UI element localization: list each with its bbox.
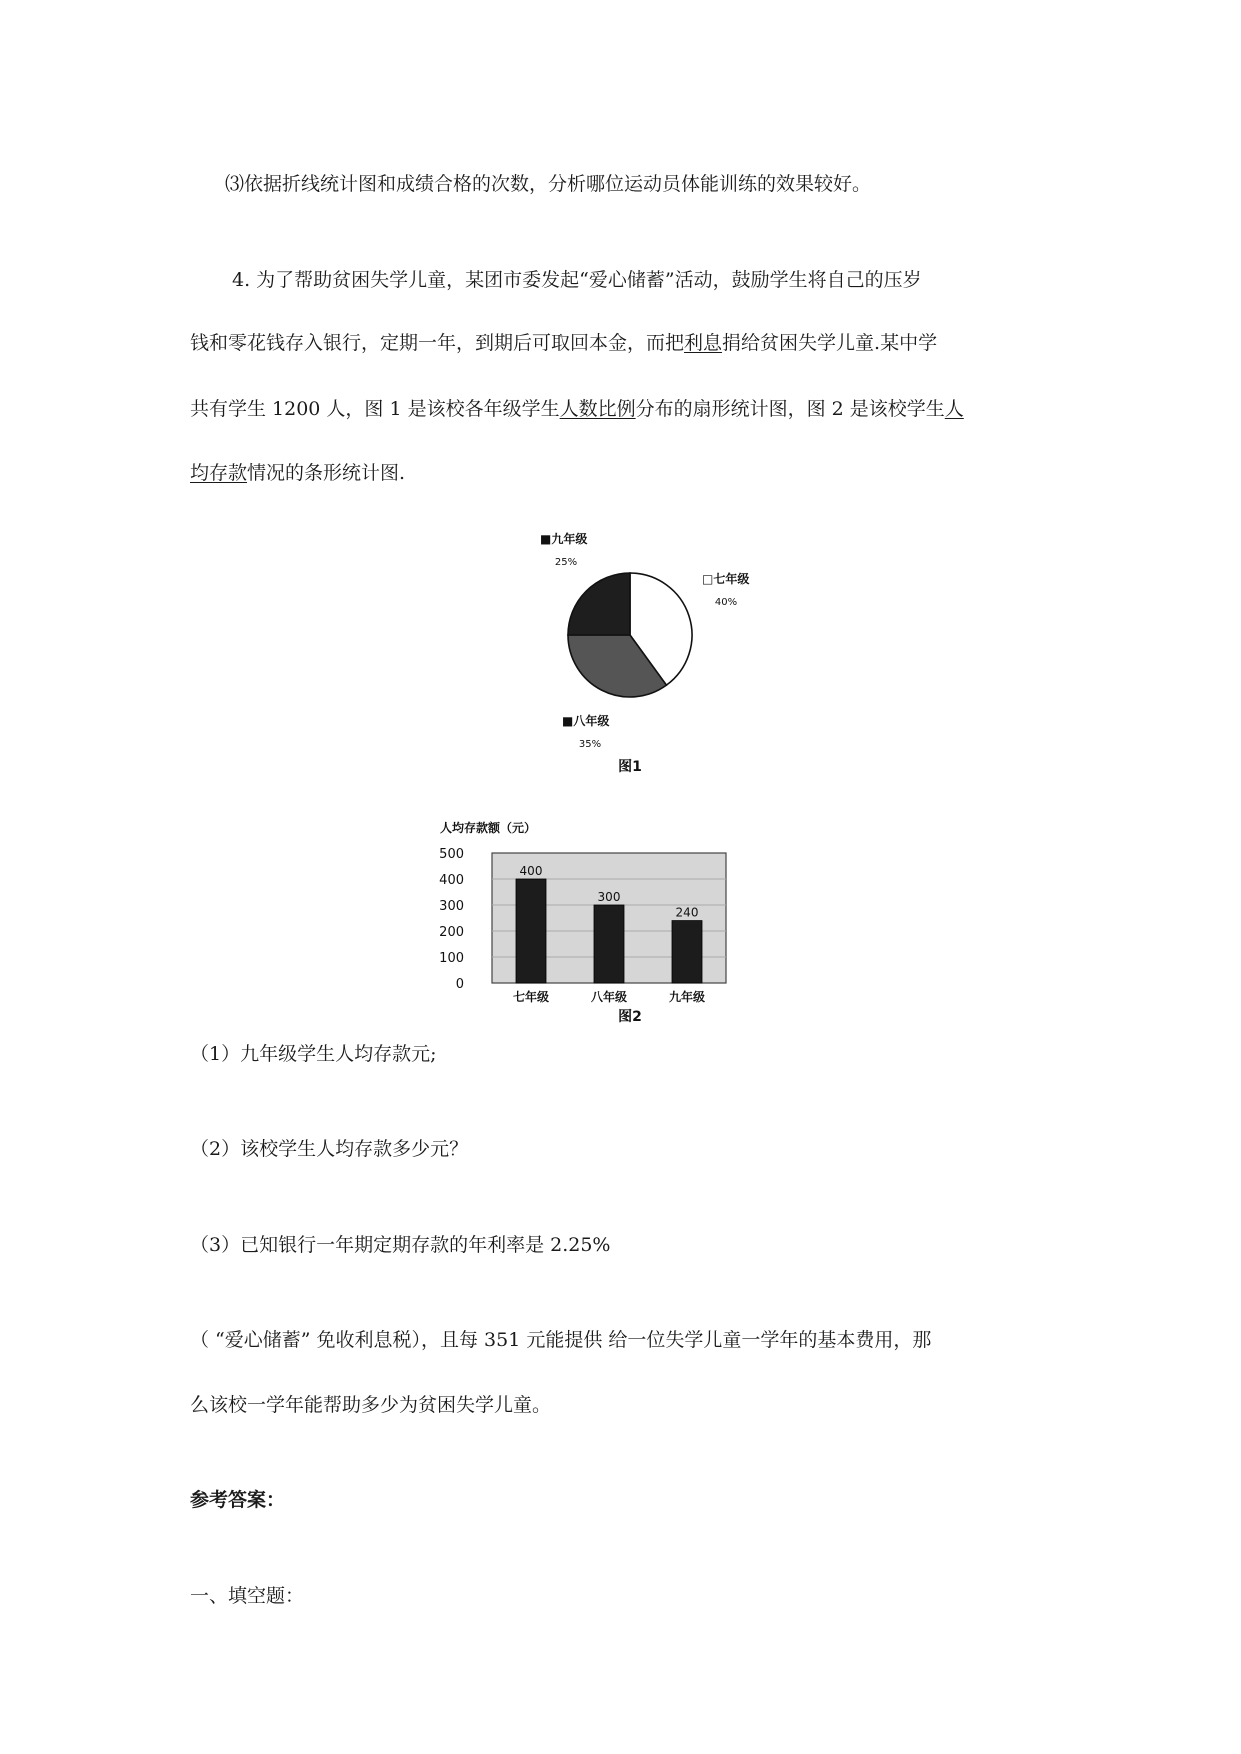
section-one-heading: 一、填空题：: [190, 1585, 305, 1607]
q4-line1: 4. 为了帮助贫困失学儿童，某团市委发起“爱心储蓄”活动，鼓励学生将自己的压岁: [232, 269, 922, 291]
bar-ytick-label: 500: [439, 847, 464, 862]
figure-charts: [430, 525, 830, 1025]
bar-category-label: 九年级: [668, 990, 706, 1004]
answers-heading: 参考答案：: [190, 1489, 286, 1511]
q4-underline-deposit: 均存款: [190, 462, 248, 484]
q4-line4: [190, 461, 405, 485]
bar-ytick-label: 400: [439, 873, 464, 888]
q4-sub2: （2）该校学生人均存款多少元？: [190, 1138, 469, 1160]
pie-value-label: 40%: [714, 597, 738, 608]
bar-ytick-label: 0: [455, 977, 464, 992]
q4-line2-a: 钱和零花钱存入银行，定期一年，到期后可取回本金，而把: [190, 332, 685, 354]
bar-category-label: 八年级: [590, 990, 628, 1004]
bar-category-label: 七年级: [512, 990, 550, 1004]
pie-legend-label: ■八年级: [562, 714, 610, 728]
q4-sub3: （3）已知银行一年期定期存款的年利率是 2.25%: [190, 1234, 611, 1256]
bar-1: [516, 879, 546, 983]
pie-chart: [540, 531, 749, 775]
bar-ytick-label: 100: [439, 951, 464, 966]
q4-sub3-cont1: （ “爱心储蓄” 免收利息税），且每 351 元能提供 给一位失学儿童一学年的基本费用，那: [190, 1329, 932, 1351]
q4-line4-b: 情况的条形统计图.: [247, 462, 406, 484]
q4-sub1: （1）九年级学生人均存款元;: [190, 1043, 437, 1065]
bar-ytick-label: 200: [439, 925, 464, 940]
q4-underline-per: 人: [944, 398, 964, 420]
bar-3: [672, 921, 702, 983]
bar-title: 图2: [618, 1009, 642, 1025]
pie-value-label: 35%: [578, 739, 602, 750]
bar-ylabel: 人均存款额（元）: [440, 821, 537, 835]
q4-line3-b: 分布的扇形统计图，图 2 是该校学生: [635, 398, 945, 420]
q3-sub3: ⑶依据折线统计图和成绩合格的次数，分析哪位运动员体能训练的效果较好。: [225, 173, 872, 195]
pie-title: 图1: [618, 759, 642, 775]
q4-line3: [190, 397, 964, 421]
pie-legend-label: ■九年级: [540, 532, 588, 546]
q4-line2-b: 捐给贫困失学儿童.某中学: [722, 332, 938, 354]
bar-chart: [439, 820, 726, 1025]
bar-2: [594, 905, 624, 983]
q4-underline-interest: 利息: [684, 332, 723, 354]
pie-legend-label: □七年级: [702, 572, 750, 586]
bar-value-label: 400: [519, 864, 543, 878]
bar-ytick-label: 300: [439, 899, 464, 914]
pie-slice-3: [568, 573, 630, 635]
q4-line2: [190, 331, 937, 355]
q4-underline-ratio: 人数比例: [559, 398, 636, 420]
pie-value-label: 25%: [554, 557, 578, 568]
q4-sub3-cont2: 么该校一学年能帮助多少为贫困失学儿童。: [190, 1394, 552, 1416]
bar-value-label: 240: [675, 905, 699, 920]
q4-line3-a: 共有学生 1200 人，图 1 是该校各年级学生: [190, 398, 560, 420]
bar-value-label: 300: [597, 890, 621, 904]
